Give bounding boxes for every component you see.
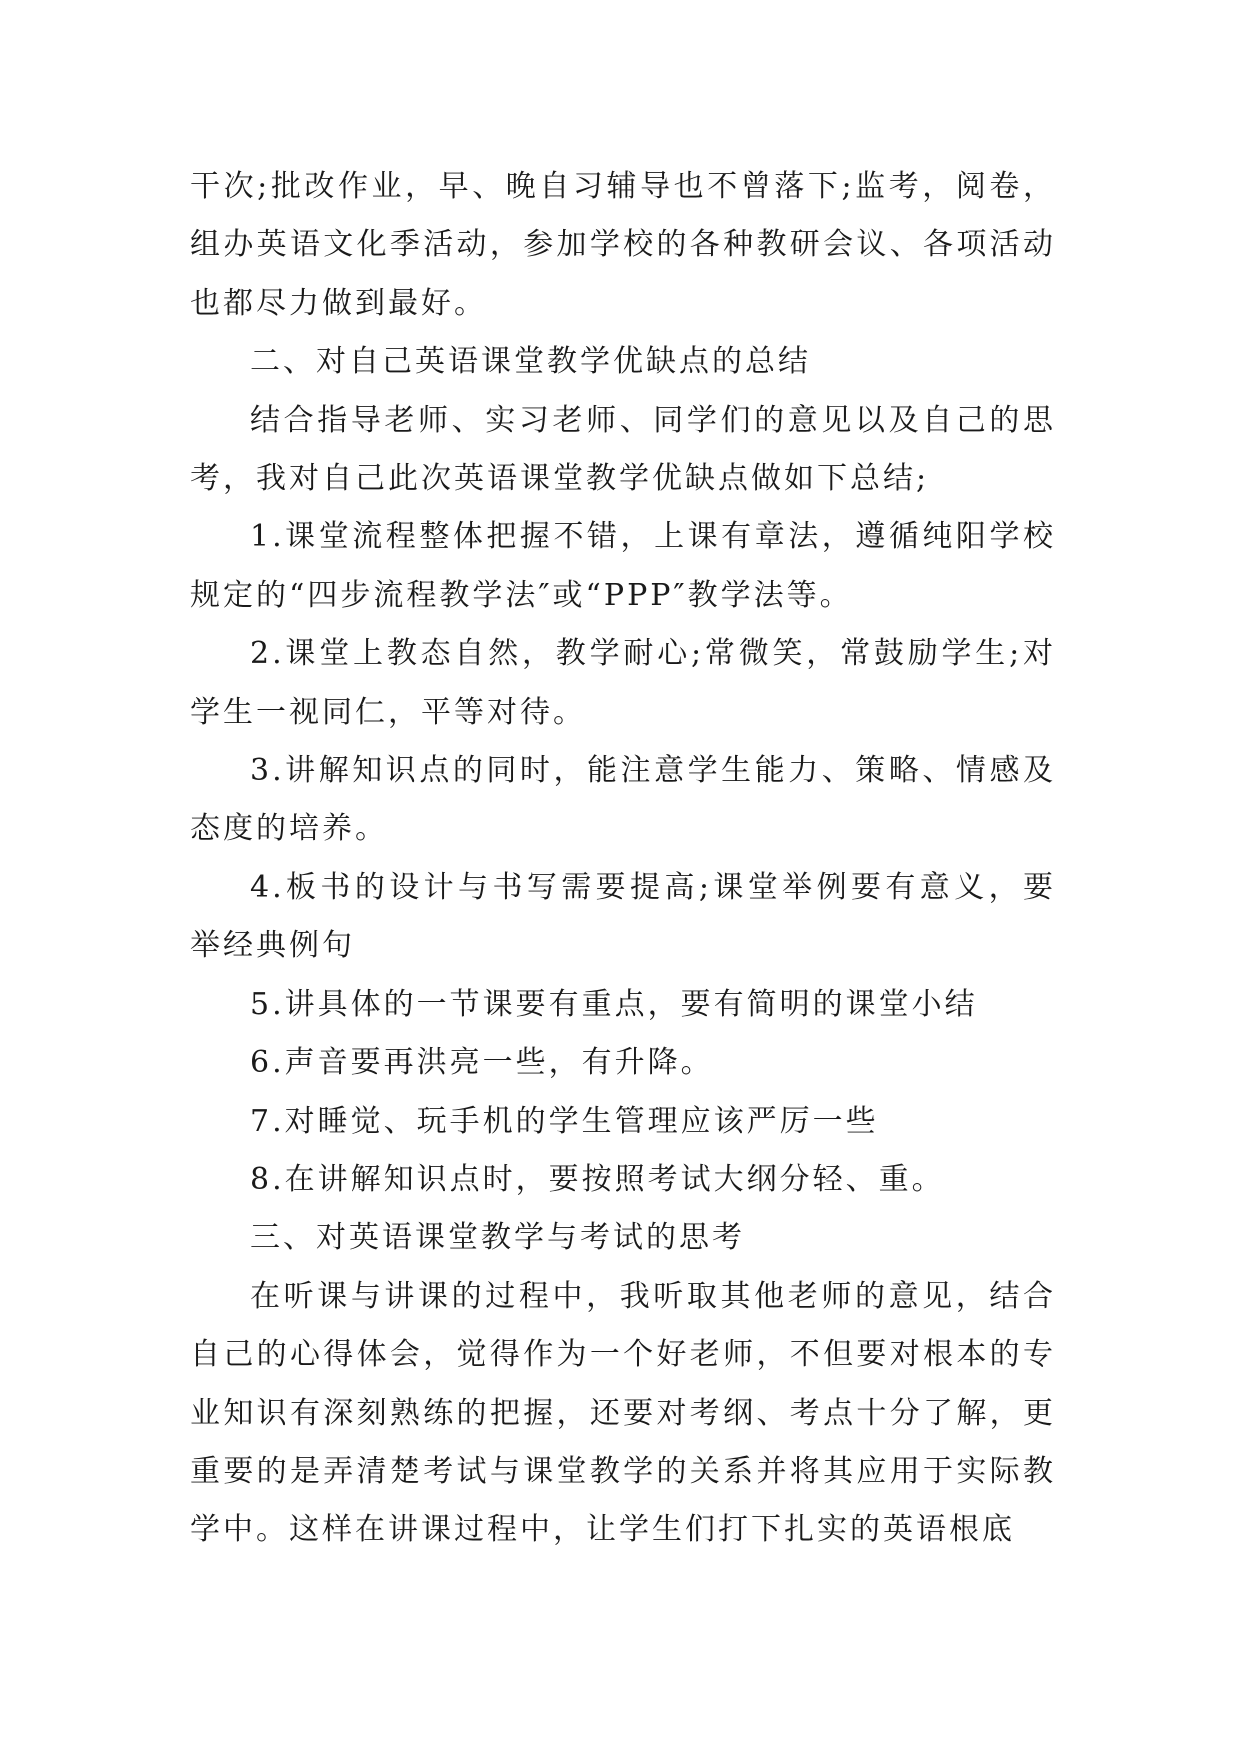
list-item-5: 5.讲具体的一节课要有重点，要有简明的课堂小结	[250, 986, 978, 1022]
list-item-6: 6.声音要再洪亮一些，有升降。	[250, 1045, 714, 1081]
list-item-2: 2.课堂上教态自然，教学耐心;常微笑，常鼓励学生;对学生一视同仁，平等对待。	[190, 636, 1056, 730]
paragraph-continuation: 干次;批改作业，早、晚自习辅导也不曾落下;监考，阅卷，组办英语文化季活动，参加学校的各种教研会议、各项活动也都尽力做到最好。	[190, 169, 1056, 321]
paragraph-summary-intro: 结合指导老师、实习老师、同学们的意见以及自己的思考，我对自己此次英语课堂教学优缺点做如下总结;	[190, 402, 1056, 497]
section-heading-2: 二、对自己英语课堂教学优缺点的总结	[250, 344, 811, 380]
list-item-1: 1.课堂流程整体把握不错，上课有章法，遵循纯阳学校规定的“四步流程教学法″或“PPP″教学法等。	[190, 519, 1056, 613]
paragraph-reflection: 在听课与讲课的过程中，我听取其他老师的意见，结合自己的心得体会，觉得作为一个好老师，不但要对根本的专业知识有深刻熟练的把握，还要对考纲、考点十分了解，更重要的是弄清楚考试与课堂教学的关系并将其应用于实际教学中。这样在讲课过程中，让学生们打下扎实的英语根底	[190, 1278, 1056, 1548]
section-heading-3: 三、对英语课堂教学与考试的思考	[250, 1220, 745, 1256]
list-item-3: 3.讲解知识点的同时，能注意学生能力、策略、情感及态度的培养。	[190, 753, 1056, 847]
document-body	[190, 158, 1056, 1560]
list-item-8: 8.在讲解知识点时，要按照考试大纲分轻、重。	[250, 1161, 945, 1197]
list-item-7: 7.对睡觉、玩手机的学生管理应该严厉一些	[250, 1103, 879, 1139]
list-item-4: 4.板书的设计与书写需要提高;课堂举例要有意义，要举经典例句	[190, 869, 1056, 964]
